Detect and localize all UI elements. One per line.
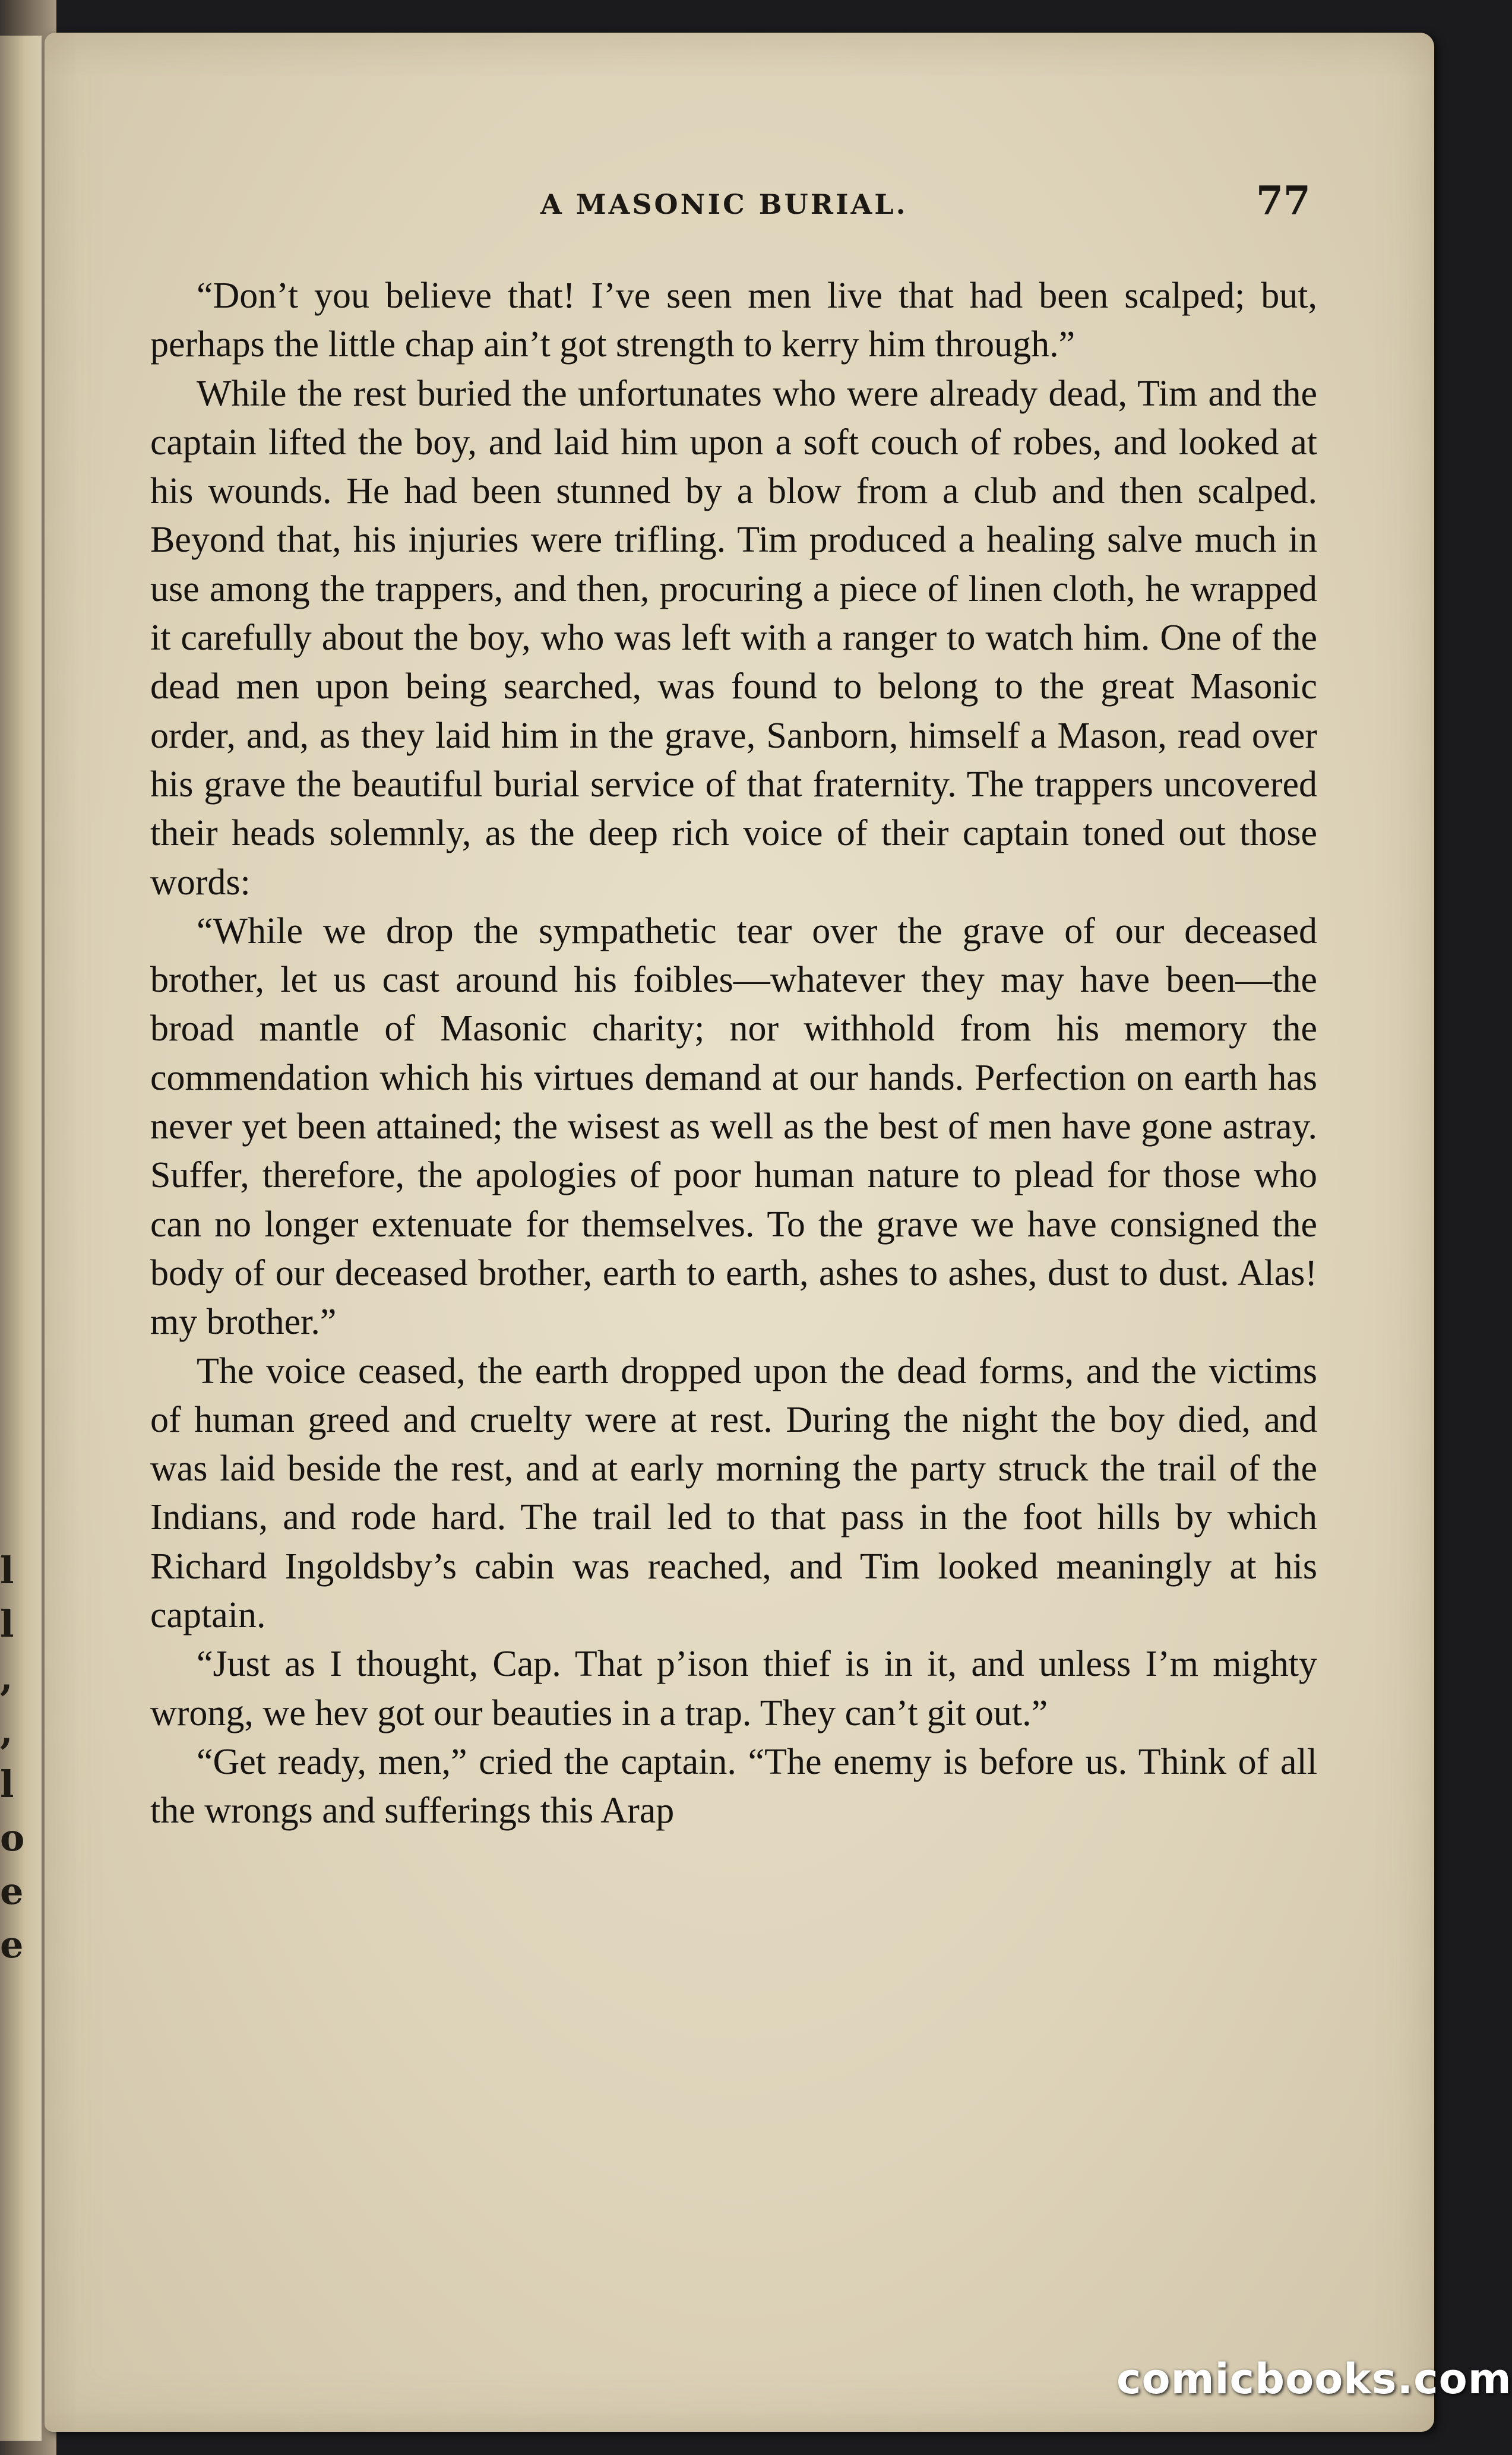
adjacent-letter: , (0, 1709, 13, 1752)
adjacent-letter: l (0, 1549, 14, 1592)
body-text (150, 271, 1317, 1836)
paragraph: “While we drop the sympathetic tear over the grave of our deceased brother, let us cast around his foibles—whatever they may have been—the broad mantle of Masonic charity; nor withhold from his memory the commendation which his virtues demand at our hands. Perfection on earth has never yet been attained; the wisest as well as the best of men have gone astray. Suffer, therefore, the apologies of poor human nature to plead for those who can no longer extenuate for themselves. To the grave we have consigned the body of our deceased brother, earth to earth, ashes to ashes, dust to dust. Alas! my brother.” (150, 910, 1317, 1343)
adjacent-letter: l (0, 1602, 14, 1646)
watermark: comicbooks.com (1116, 2355, 1512, 2403)
page-number: 77 (1256, 178, 1311, 224)
page-header (540, 170, 1312, 224)
paragraph: The voice ceased, the earth dropped upon the dead forms, and the victims of human greed and cruelty were at rest. During the night the boy died, and was laid beside the rest, and at early morning the party struck the trail of the Indians, and rode hard. The trail led to that pass in the foot hills by which Richard Ingoldsby’s cabin was reached, and Tim looked meaningly at his captain. (150, 1350, 1317, 1636)
adjacent-letter: , (0, 1656, 13, 1699)
paragraph: While the rest buried the unfortunates who were already dead, Tim and the captain lifted the boy, and laid him upon a soft couch of robes, and looked at his wounds. He had been stunned by a blow from a club and then scalped. Beyond that, his injuries were trifling. Tim produced a healing salve much in use among the trappers, and then, procuring a piece of linen cloth, he wrapped it carefully about the boy, who was left with a ranger to watch him. One of the dead men upon being searched, was found to belong to the great Masonic order, and, as they laid him in the grave, Sanborn, himself a Mason, read over his grave the beautiful burial service of that fraternity. The trappers uncovered their heads solemnly, as the deep rich voice of their captain toned out those words: (150, 373, 1317, 903)
adjacent-letter: l (0, 1763, 14, 1806)
adjacent-letter: o (0, 1816, 25, 1859)
paragraph: “Don’t you believe that! I’ve seen men live that had been scalped; but, perhaps the little chap ain’t got strength to kerry him through.” (150, 276, 1317, 365)
adjacent-letter: e (0, 1923, 24, 1966)
paragraph: “Get ready, men,” cried the captain. “The enemy is before us. Think of all the wrongs and sufferings this Arap (150, 1741, 1317, 1831)
adjacent-letter: e (0, 1869, 24, 1913)
paragraph: “Just as I thought, Cap. That p’ison thief is in it, and unless I’m mighty wrong, we hev got our beauties in a trap. They can’t git out.” (150, 1644, 1317, 1733)
adjacent-page-edge (0, 36, 42, 2441)
book-page (45, 33, 1434, 2432)
adjacent-page-letters (0, 1544, 36, 1972)
running-head: A MASONIC BURIAL. (540, 188, 908, 220)
